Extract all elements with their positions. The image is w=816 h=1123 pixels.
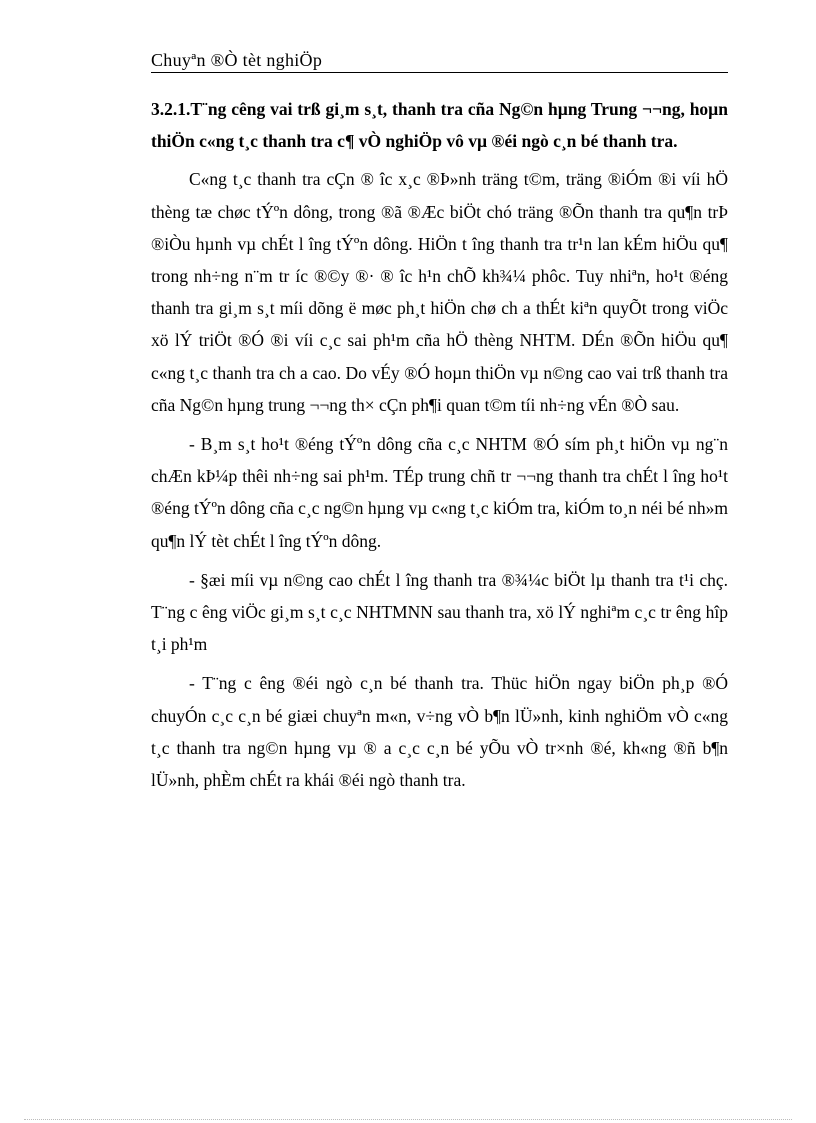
paragraph: - B¸m s¸t ho¹t ®éng tÝºn dông cña c¸c NHTM ®Ó sím ph¸t hiÖn vµ ng¨n chÆn kÞ¼p thêi nh÷ng sai ph¹m. TÉp trung chñ tr ¬¬ng thanh tra chÉt l îng ho¹t ®éng tÝºn dông cña c¸c ng©n hµng vµ c«ng t¸c kiÓm tra, kiÓm to¸n néi bé nh»m qu¶n lÝ tèt chÉt l îng tÝºn dông. [151,434,728,551]
paragraph: C«ng t¸c thanh tra cÇn ® îc x¸c ®Þ»nh träng t©m, träng ®iÓm ®i víi hÖ thèng tæ chøc tÝºn dông, trong ®ã ®Æc biÖt chó träng ®Õn thanh tra qu¶n trÞ ®iÒu hµnh vµ chÉt l îng tÝºn dông. HiÖn t îng thanh tra tr¹n lan kÉm hiÖu qu¶ trong nh÷ng n¨m tr íc ®©y ®· ® îc h¹n chÕ kh¾¼ phôc. Tuy nhiªn, ho¹t ®éng thanh tra gi¸m s¸t míi dõng ë møc ph¸t hiÖn chø ch a thÉt kiªn quyÕt trong viÖc xö lÝ triÖt ®Ó ®i víi c¸c sai ph¹m cña hÖ thèng NHTM. DÉn ®Õn hiÖu qu¶ c«ng t¸c thanh tra ch a cao. Do vÉy ®Ó hoµn thiÖn vµ n©ng cao vai trß thanh tra cña Ng©n hµng trung ¬¬ng th× cÇn ph¶i quan t©m tíi nh÷ng vÉn ®Ò sau. [151,169,728,415]
paragraph: - §æi míi vµ n©ng cao chÉt l îng thanh tra ®¾¼c biÖt lµ thanh tra t¹i chç. T¨ng c êng viÖc gi¸m s¸t c¸c NHTMNN sau thanh tra, xö lÝ nghiªm c¸c tr êng hîp t¸i ph¹m [151,569,728,655]
document-body [151,93,728,796]
section-heading: 3.2.1.T¨ng cêng vai trß gi¸m s¸t, thanh tra cña Ng©n hµng Trung ¬¬ng, hoµn thiÖn c«ng t¸c thanh tra c¶ vÒ nghiÖp vô vµ ®éi ngò c¸n bé thanh tra. [151,99,728,152]
page-header: Chuyªn ®Ò tèt nghiÖp [151,48,728,73]
page-bottom-divider [24,1119,792,1120]
paragraph: - T¨ng c êng ®éi ngò c¸n bé thanh tra. Thüc hiÖn ngay biÖn ph¸p ®Ó chuyÓn c¸c c¸n bé giæi chuyªn m«n, v÷ng vÒ b¶n lÜ»nh, kinh nghiÖm vÒ c«ng t¸c thanh tra ng©n hµng vµ ® a c¸c c¸n bé yÕu vÒ tr×nh ®é, kh«ng ®ñ b¶n lÜ»nh, phÈm chÉt ra khái ®éi ngò thanh tra. [151,673,728,791]
